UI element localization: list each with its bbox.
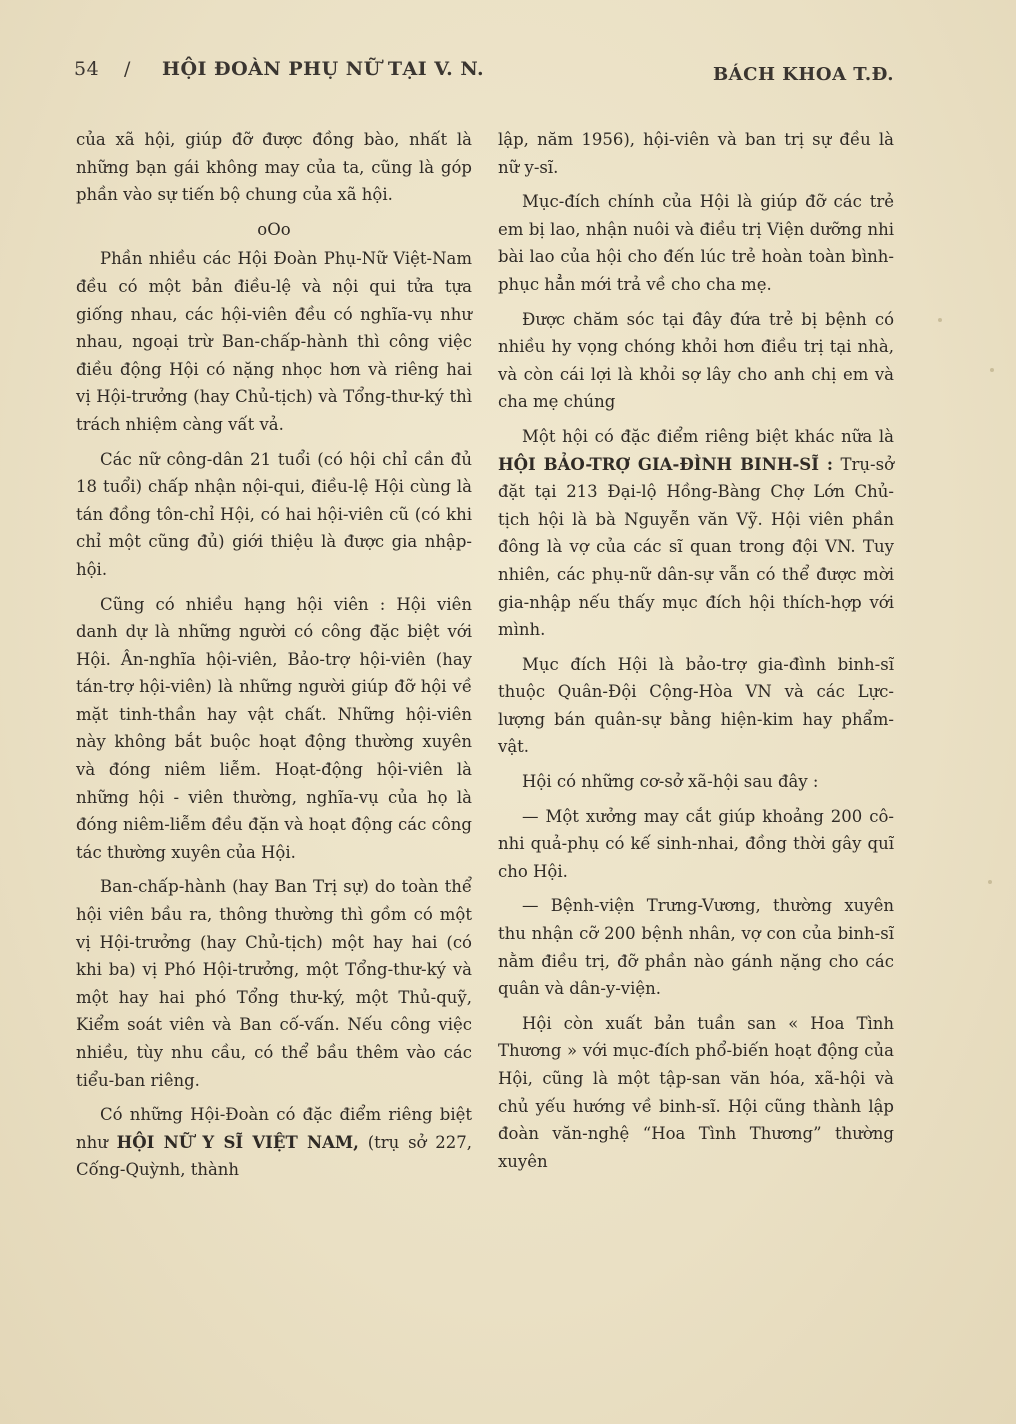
header-separator: / [124,58,131,80]
paragraph-text: Trụ-sở đặt tại 213 Đại-lộ Hồng-Bàng Chợ Lớn Chủ-tịch hội là bà Nguyễn văn Vỹ. Hội viên phần đông là vợ của các sĩ quan trong đội VN. Tuy nhiên, các phụ-nữ dân-sự vẫn có thể được mời gia-nhập nếu thấy mục đích hội thích-hợp với mình. [498,454,894,640]
running-header [74,52,894,92]
paper-speck [938,318,942,322]
right-column [498,126,894,1182]
paragraph: Mục-đích chính của Hội là giúp đỡ các trẻ em bị lao, nhận nuôi và điều trị Viện dưỡng nhi bài lao của hội cho đến lúc trẻ hoàn toàn bình-phục hẳn mới trả về cho cha mẹ. [498,192,894,294]
paragraph: Được chăm sóc tại đây đứa trẻ bị bệnh có nhiều hy vọng chóng khỏi hơn điều trị tại nhà, và còn cái lợi là khỏi sợ lây cho anh chị em và cha mẹ chúng [498,309,894,412]
paragraph: Phần nhiều các Hội Đoàn Phụ-Nữ Việt-Nam đều có một bản điều-lệ và nội qui tửa tựa giống nhau, các hội-viên đều có nghĩa-vụ như nhau, ngoại trừ Ban-chấp-hành thì công việc điều động Hội có nặng nhọc hơn và riêng hai vị Hội-trưởng (hay Chủ-tịch) và Tổng-thư-ký thì trách nhiệm càng vất vả. [76,249,472,434]
paragraph-text: (trụ sở 227, Cống-Quỳnh, thành [76,1132,472,1180]
paragraph [76,1101,472,1184]
paper-speck [990,368,994,372]
paragraph: của xã hội, giúp đỡ được đồng bào, nhất là những bạn gái không may của ta, cũng là góp phần vào sự tiến bộ chung của xã hội. [76,130,472,205]
paragraph: Các nữ công-dân 21 tuổi (có hội chỉ cần đủ 18 tuổi) chấp nhận nội-qui, điều-lệ Hội cùng là tán đồng tôn-chỉ Hội, có hai hội-viên cũ (có khi chỉ một cũng đủ) giới thiệu là được gia nhập-hội. [76,449,472,579]
list-item: — Bệnh-viện Trưng-Vương, thường xuyên thu nhận cỡ 200 bệnh nhân, vợ con của binh-sĩ nằm điều trị, đỡ phần nào gánh nặng cho các quân và dân-y-viện. [498,896,894,999]
section-separator: oOo [257,219,291,239]
organization-name: HỘI NỮ Y SĨ VIỆT NAM, [116,1132,359,1152]
paragraph: Ban-chấp-hành (hay Ban Trị sự) do toàn thể hội viên bầu ra, thông thường thì gồm có một vị Hội-trưởng (hay Chủ-tịch) một hay hai (có khi ba) vị Phó Hội-trưởng, một Tổng-thư-ký và một hay hai phó Tổng thư-ký, một Thủ-quỹ, Kiểm soát viên và Ban cố-vấn. Nếu công việc nhiều, tùy nhu cầu, có thể bầu thêm vào các tiểu-ban riêng. [76,877,472,1090]
publication-name: BÁCH KHOA T.Đ. [712,64,894,85]
paragraph: Hội có những cơ-sở xã-hội sau đây : [522,772,819,792]
page-number: 54 [74,58,100,80]
article-title: HỘI ĐOÀN PHỤ NỮ TẠI V. N. [162,58,485,80]
paragraph: lập, năm 1956), hội-viên và ban trị sự đều là nữ y-sĩ. [498,130,894,177]
paragraph: Hội còn xuất bản tuần san « Hoa Tình Thương » với mục-đích phổ-biến hoạt động của Hội, cũng là một tập-san văn hóa, xã-hội và chủ yếu hướng về binh-sĩ. Hội cũng thành lập đoàn văn-nghệ “Hoa Tình Thương” thường xuyên [498,1013,894,1171]
paper-speck [988,880,992,884]
organization-name: HỘI BẢO-TRỢ GIA-ĐÌNH BINH-SĨ : [498,454,834,474]
list-item: — Một xưởng may cắt giúp khoảng 200 cô-nhi quả-phụ có kế sinh-nhai, đồng thời gây quĩ cho Hội. [498,806,894,881]
paragraph [498,423,894,644]
paragraph-text: Có những Hội-Đoàn có đặc điểm riêng biệt như [76,1105,472,1152]
paragraph-text: Một hội có đặc điểm riêng biệt khác nữa là [522,426,894,446]
paragraph: Cũng có nhiều hạng hội viên : Hội viên danh dự là những người có công đặc biệt với Hội. Ân-nghĩa hội-viên, Bảo-trợ hội-viên (hay tán-trợ hội-viên) là những người giúp đỡ hội về mặt tinh-thần hay vật chất. Những hội-viên này không bắt buộc hoạt động thường xuyên và đóng niêm liễm. Hoạt-động hội-viên là những hội - viên thường, nghĩa-vụ của họ là đóng niêm-liễm đều đặn và hoạt động các công tác thường xuyên của Hội. [76,594,472,862]
paragraph: Mục đích Hội là bảo-trợ gia-đình binh-sĩ thuộc Quân-Đội Cộng-Hòa VN và các Lực-lượng bán quân-sự bằng hiện-kim hay phẩm-vật. [498,654,894,757]
left-column [76,126,472,1191]
